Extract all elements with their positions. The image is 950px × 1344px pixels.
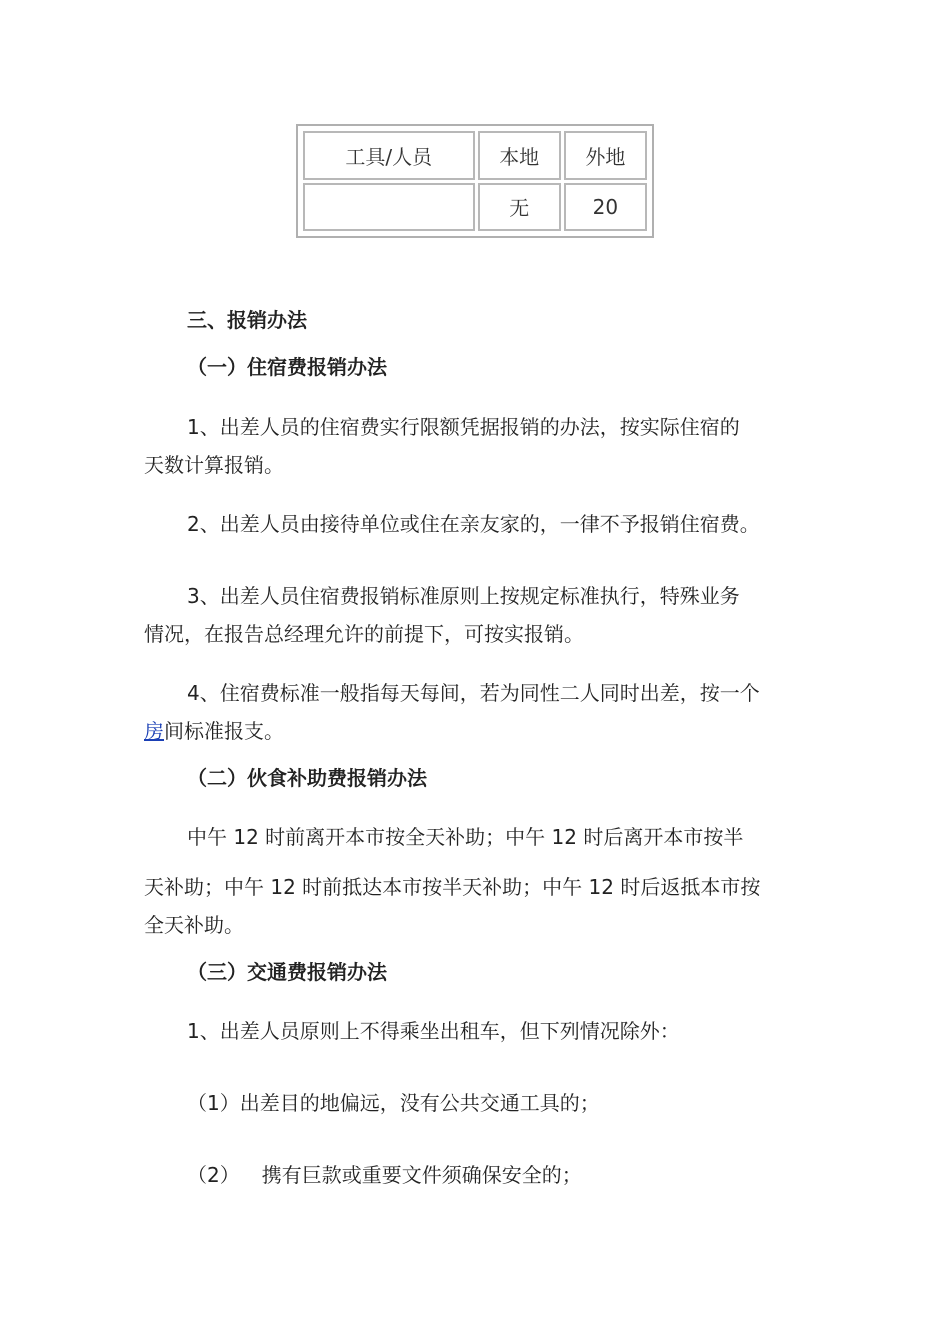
paragraph-line: 情况，在报告总经理允许的前提下，可按实报销。 [144, 622, 584, 646]
paragraph-line: 3、出差人员住宿费报销标准原则上按规定标准执行，特殊业务 [187, 584, 740, 608]
table-header-cell: 工具/人员 [303, 131, 475, 180]
subsection-heading: （三）交通费报销办法 [187, 960, 387, 984]
paragraph-line: 中午 12 时前离开本市按全天补助；中午 12 时后离开本市按半 [187, 825, 744, 849]
paragraph-line: 全天补助。 [144, 913, 244, 937]
subsection-heading: （一）住宿费报销办法 [187, 355, 387, 379]
section-heading: 三、报销办法 [187, 308, 307, 332]
list-item-text: 携有巨款或重要文件须确保安全的； [261, 1163, 582, 1187]
table-row [303, 183, 647, 232]
paragraph-line: 1、出差人员的住宿费实行限额凭据报销的办法，按实际住宿的 [187, 415, 740, 439]
table-cell: 20 [564, 183, 647, 232]
subsection-heading: （二）伙食补助费报销办法 [187, 766, 427, 790]
paragraph-text: 间标准报支。 [164, 719, 284, 743]
room-link[interactable]: 房 [144, 719, 164, 743]
table-header-cell: 本地 [478, 131, 561, 180]
list-item [187, 1161, 582, 1189]
rate-table [296, 124, 654, 238]
paragraph-line: 1、出差人员原则上不得乘坐出租车，但下列情况除外： [187, 1019, 680, 1043]
table-header-row [303, 131, 647, 180]
paragraph-line [144, 717, 284, 745]
table-cell [303, 183, 475, 232]
paragraph-line: 2、出差人员由接待单位或住在亲友家的，一律不予报销住宿费。 [187, 512, 760, 536]
list-item: （1）出差目的地偏远，没有公共交通工具的； [187, 1091, 600, 1115]
paragraph-line: 天补助；中午 12 时前抵达本市按半天补助；中午 12 时后返抵本市按 [144, 875, 761, 899]
paragraph-line: 天数计算报销。 [144, 453, 284, 477]
table-cell: 无 [478, 183, 561, 232]
list-item-number: （2） [187, 1163, 240, 1187]
paragraph-line: 4、住宿费标准一般指每天每间，若为同性二人同时出差，按一个 [187, 681, 760, 705]
table-header-cell: 外地 [564, 131, 647, 180]
